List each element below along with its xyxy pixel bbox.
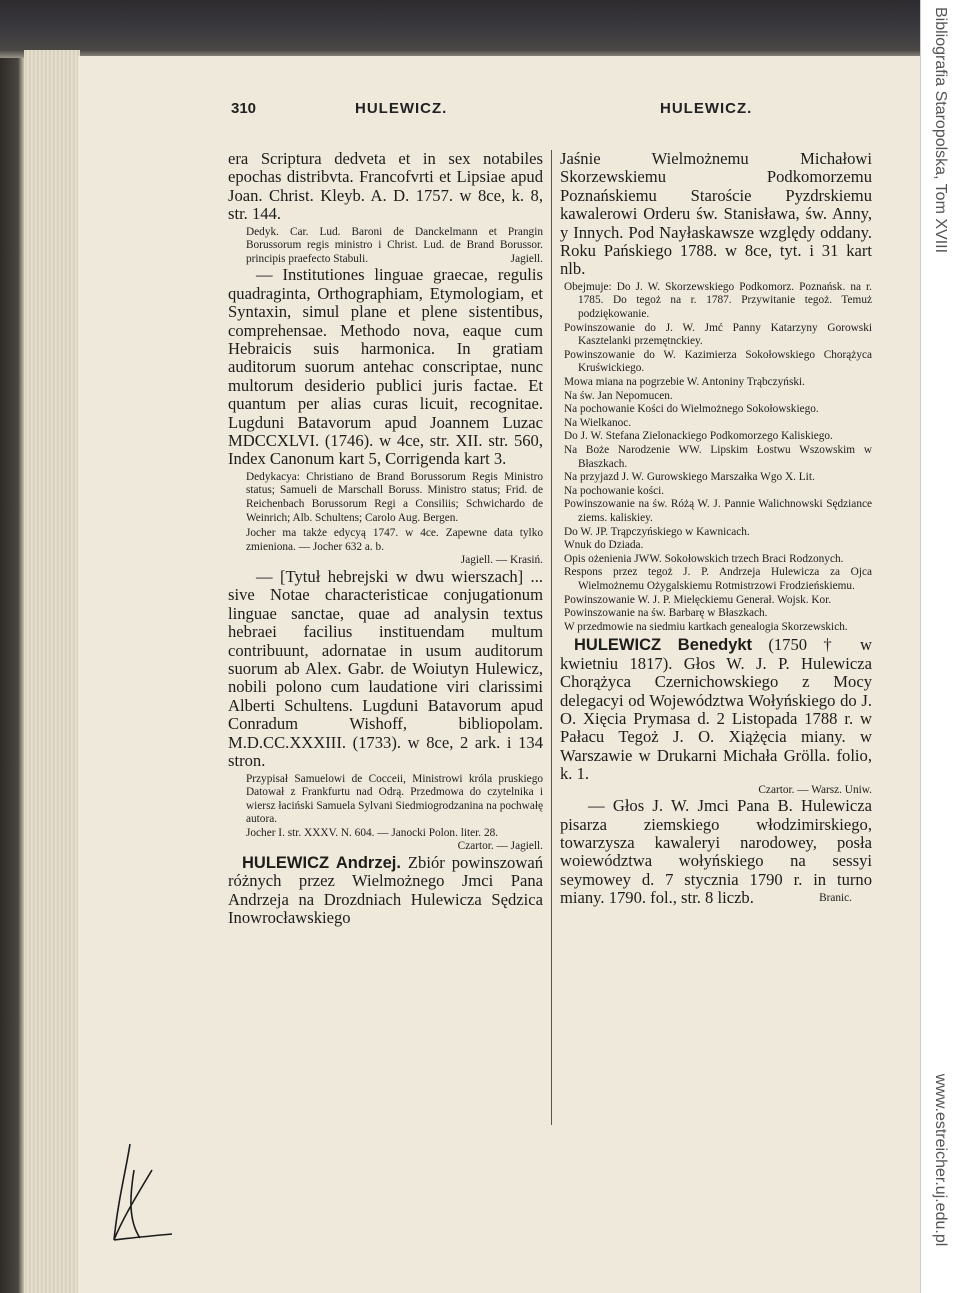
column-divider (551, 150, 552, 1125)
list-item: Na pochowanie Kości do Wielmożnego Sokołowskiego. (564, 403, 819, 416)
note-text: Jocher ma także edycyą 1747. w 4ce. Zapewne data tylko zmieniona. — Jocher 632 a. b. (246, 527, 543, 553)
note-text: Dedyk. Car. Lud. Baroni de Danckelmann et Prangin Borussorum regis ministro i Christ. Lud. de Brand Borussor. principis praefecto Stabuli. (246, 225, 543, 265)
entry-heading: HULEWICZ Benedykt (574, 636, 753, 655)
note-text: Dedykacya: Christiano de Brand Borussorum Regis Ministro status; Samueli de Marschall Boruss. Ministro status; Frid. de Reichenbach Borussorum Regi a Consiliis; Schwichardo de Weinrich; Alb. Schultens; Carolo Aug. Bergen. (246, 470, 543, 524)
page-edges (24, 50, 80, 1293)
left-column (228, 150, 543, 928)
list-item: Na Wielkanoc. (564, 416, 632, 429)
list-item: Powinszowanie na św. Różą W. J. Pannie Walichnowski Sędziance ziems. kaliskiey. (564, 498, 872, 524)
list-item: Powinszowanie do W. Kazimierza Sokołowskiego Chorążyca Kruświckiego. (564, 348, 872, 375)
right-running-title: HULEWICZ. (660, 100, 753, 117)
entry-body: Zbiór powinszowań różnych przez Wielmożnego Jmci Pana Andrzeja na Drozdniach Hulewicza Sędzica Inowrocławskiego (228, 853, 543, 928)
page-number: 310 (231, 100, 257, 117)
list-item: Na św. Jan Nepomucen. (564, 389, 673, 402)
list-item: Na przyjazd J. W. Gurowskiego Marszałka Wgo X. Lit. (564, 471, 815, 484)
list-item: Opis ożenienia JWW. Sokołowskich trzech Braci Rodzonych. (564, 552, 844, 565)
entry-body: — Głos J. W. Jmci Pana B. Hulewicza pisarza ziemskiego włodzimirskiego, towarzysza kawaleryi narodowey, posła woiewództwa wołyńskiego na sessyi seymowey d. 7 stycznia 1790 r. in turno miany. 1790. fol., str. 8 liczb. (560, 796, 872, 908)
list-item: W przedmowie na siedmiu kartkach genealogia Skorzewskich. (564, 620, 848, 633)
entry-text: Jaśnie Wielmożnemu Michałowi Skorzewskiemu Podkomorzemu Poznańskiemu Staroście Pyzdrskiemu kawalerowi Orderu św. Stanisława, św. Anny, y Innych. Pod Nayłaskawsze względy oddany. Roku Pańskiego 1788. w 8ce, tyt. i 31 kart nlb. (560, 149, 872, 279)
list-item: Powinszowanie W. J. P. Mielęckiemu Generał. Wojsk. Kor. (564, 593, 832, 606)
left-running-title: HULEWICZ. (355, 100, 448, 117)
entry-heading: HULEWICZ Andrzej. (242, 854, 401, 873)
entry-text (228, 854, 543, 928)
source-url: www.estreicher.uj.edu.pl (932, 1073, 949, 1247)
list-item: Powinszowanie na św. Barbarę w Błaszkach. (564, 607, 768, 620)
list-item: Obejmuje: Do J. W. Skorzewskiego Podkomorz. Poznańsk. na r. 1785. Do tegoż na r. 1787. Przywitanie tegoż. Temuż podziękowanie. (564, 280, 872, 321)
note-block (228, 527, 543, 568)
archive-sidebar (920, 0, 958, 1293)
entry-body: (1750 † w kwietniu 1817). Głos W. J. P. Hulewicza Chorążyca Czernichowskiego z Mocy delegacyi od Województwa Wołyńskiego do J. O. Xięcia Prymasa d. 2 Listopada 1788 r. w Pałacu Tegoż J. O. Xiążęcia miany. w Warszawie w Drukarni Michała Grölla. folio, k. 1. (560, 635, 872, 784)
list-item: Do J. W. Stefana Zielonackiego Podkomorzego Kaliskiego. (564, 430, 833, 443)
list-item: Do W. JP. Trąpczyńskiego w Kawnicach. (564, 525, 750, 538)
list-item: Na Boże Narodzenie WW. Lipskim Łostwu Wszowskim w Błaszkach. (564, 443, 872, 470)
note-text: Jocher I. str. XXXV. N. 604. — Janocki Polon. liter. 28. (246, 826, 499, 839)
library-siglum: Branic. (819, 892, 852, 905)
handwritten-signature (100, 1140, 180, 1250)
library-siglum: Jagiell. — Krasiń. (460, 554, 543, 567)
contents-list (560, 281, 872, 634)
entry-text: era Scriptura dedveta et in sex notabiles epochas distribvta. Francofvrti et Lipsiae apud Joan. Christ. Kleyb. A. D. 1757. w 8ce, k. 8, str. 144. (228, 149, 543, 224)
note-block (228, 226, 543, 267)
library-siglum: Czartor. — Jagiell. (457, 840, 543, 853)
list-item: Wnuk do Dziada. (564, 539, 644, 552)
entry-text (560, 636, 872, 783)
entry-text: — Institutiones linguae graecae, regulis quadraginta, Orthographiam, Etymologiam, et Syntaxin, simul plane et plene sistentibus, comprehensae. Methodo nova, eaque cum Hebraicis suis harmonica. In gratiam auditorum suorum antehac conscriptae, nunc multorum desiderio publici juris factae. Et quantum per alias curas licuit, recognitae. Lugduni Batavorum apud Joannem Luzac MDCCXLVI. (1746). w 4ce, str. XII. str. 560, Index Canonum kart 5, Corrigenda kart 3. (228, 265, 543, 469)
library-siglum: Czartor. — Warsz. Uniw. (758, 783, 872, 796)
list-item: Powinszowanie do J. W. Jmć Panny Katarzyny Gorowski Kasztelanki przemętnckiey. (564, 321, 872, 348)
entry-text (560, 797, 872, 907)
entry-text: — [Tytuł hebrejski w dwu wierszach] ... sive Notae characteristicae conjugationum linguae sanctae, quae ad analysin textus hebraei facilius instituendam multum contribuunt, adornatae in usum auditorum suorum ab Alex. Gabr. de Woiutyn Hulewicz, nobili polono cum laudatione viri clarissimi Alberti Schultens. Lugduni Batavorum apud Conradum Wishoff, bibliopolam. M.D.CC.XXXIII. (1733). w 8ce, 2 ark. i 134 stron. (228, 567, 543, 771)
note-text: Przypisał Samuelowi de Cocceii, Ministrowi króla pruskiego Datował z Frankfurtu nad Odrą. Przedmowa do czytelnika i wiersz łaciński Samuela Sylvani Siedmiogrodzanina na pochwałę autora. (246, 772, 543, 826)
list-item: Na pochowanie kości. (564, 484, 665, 497)
book-cover-edge (0, 0, 958, 58)
list-item: Respons przez tegoż J. P. Andrzeja Hulewicza za Ojca Wielmożnemu Ożygalskiemu Rotmistrzowi Frodzieńskiemu. (564, 566, 872, 592)
library-siglum: Jagiell. (510, 252, 543, 265)
list-item: Mowa miana na pogrzebie W. Antoniny Trąbczyński. (564, 376, 805, 388)
right-column (560, 150, 872, 908)
collection-title: Bibliografia Staropolska, Tom XVIII (932, 6, 949, 254)
